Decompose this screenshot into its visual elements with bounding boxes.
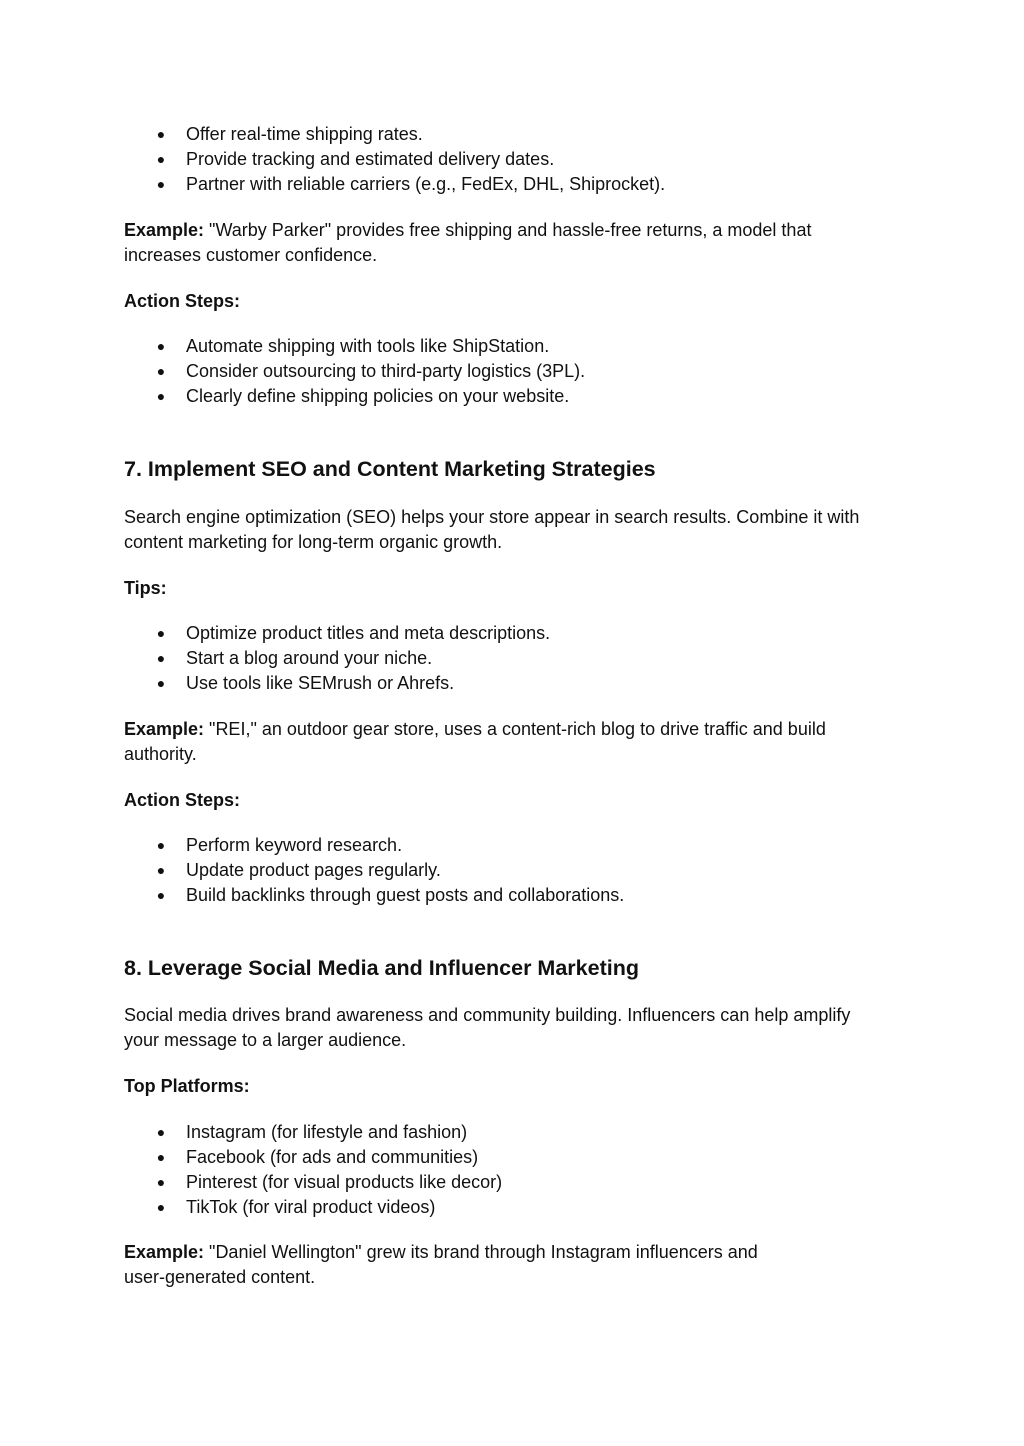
bullet-icon: ● — [156, 363, 166, 379]
list-item — [124, 334, 914, 359]
list-item — [124, 1170, 914, 1195]
list-item-text: TikTok (for viral product videos) — [186, 1197, 436, 1217]
list-item — [124, 147, 914, 172]
list-item-text: Clearly define shipping policies on your website. — [186, 386, 570, 406]
seo-tips-label: Tips: — [124, 578, 167, 598]
example-text-line2: user-generated content. — [124, 1267, 316, 1287]
list-item — [124, 671, 914, 696]
list-item — [124, 1145, 914, 1170]
shipping-bullet-list — [124, 122, 914, 197]
bullet-icon: ● — [156, 338, 166, 354]
bullet-icon: ● — [156, 650, 166, 666]
list-item-text: Consider outsourcing to third-party logistics (3PL). — [186, 361, 586, 381]
list-item — [124, 172, 914, 197]
example-text-line1: "Daniel Wellington" grew its brand through Instagram influencers and — [204, 1242, 758, 1262]
bullet-icon: ● — [156, 151, 166, 167]
example-text-line1: "Warby Parker" provides free shipping and hassle-free returns, a model that — [204, 220, 812, 240]
shipping-action-steps-label: Action Steps: — [124, 291, 241, 311]
social-intro-line2: your message to a larger audience. — [124, 1030, 407, 1050]
bullet-icon: ● — [156, 675, 166, 691]
bullet-icon: ● — [156, 176, 166, 192]
list-item — [124, 359, 914, 384]
social-example-paragraph — [124, 1240, 914, 1290]
list-item-text: Offer real-time shipping rates. — [186, 124, 423, 144]
shipping-action-list — [124, 334, 914, 409]
list-item-text: Perform keyword research. — [186, 835, 403, 855]
list-item-text: Facebook (for ads and communities) — [186, 1147, 479, 1167]
example-text-line1: "REI," an outdoor gear store, uses a content-rich blog to drive traffic and build — [204, 719, 826, 739]
bullet-icon: ● — [156, 862, 166, 878]
bullet-icon: ● — [156, 1149, 166, 1165]
bullet-icon: ● — [156, 1199, 166, 1215]
list-item — [124, 858, 914, 883]
section-heading-seo: 7. Implement SEO and Content Marketing Strategies — [124, 457, 656, 481]
list-item-text: Instagram (for lifestyle and fashion) — [186, 1122, 468, 1142]
bullet-icon: ● — [156, 887, 166, 903]
list-item — [124, 1195, 914, 1220]
list-item-text: Build backlinks through guest posts and collaborations. — [186, 885, 625, 905]
seo-intro-line2: content marketing for long-term organic growth. — [124, 532, 503, 552]
bullet-icon: ● — [156, 126, 166, 142]
list-item-text: Automate shipping with tools like ShipStation. — [186, 336, 550, 356]
list-item — [124, 122, 914, 147]
social-platforms-list — [124, 1120, 914, 1220]
list-item — [124, 1120, 914, 1145]
list-item-text: Use tools like SEMrush or Ahrefs. — [186, 673, 455, 693]
seo-example-paragraph — [124, 717, 914, 767]
list-item-text: Provide tracking and estimated delivery dates. — [186, 149, 555, 169]
example-label: Example: — [124, 719, 205, 739]
list-item — [124, 621, 914, 646]
shipping-example-paragraph — [124, 218, 914, 268]
bullet-icon: ● — [156, 388, 166, 404]
bullet-icon: ● — [156, 625, 166, 641]
list-item — [124, 384, 914, 409]
bullet-icon: ● — [156, 1174, 166, 1190]
section-heading-social: 8. Leverage Social Media and Influencer Marketing — [124, 956, 639, 980]
seo-intro-line1: Search engine optimization (SEO) helps your store appear in search results. Combine it with — [124, 507, 860, 527]
list-item — [124, 833, 914, 858]
list-item-text: Pinterest (for visual products like decor) — [186, 1172, 503, 1192]
seo-action-list — [124, 833, 914, 908]
seo-action-steps-label: Action Steps: — [124, 790, 241, 810]
social-platforms-label: Top Platforms: — [124, 1076, 250, 1096]
social-intro-paragraph — [124, 1003, 914, 1053]
example-label: Example: — [124, 1242, 205, 1262]
example-label: Example: — [124, 220, 205, 240]
bullet-icon: ● — [156, 1124, 166, 1140]
list-item-text: Start a blog around your niche. — [186, 648, 433, 668]
bullet-icon: ● — [156, 837, 166, 853]
list-item — [124, 646, 914, 671]
list-item-text: Update product pages regularly. — [186, 860, 441, 880]
seo-tips-list — [124, 621, 914, 696]
social-intro-line1: Social media drives brand awareness and community building. Influencers can help amplify — [124, 1005, 851, 1025]
seo-intro-paragraph — [124, 505, 914, 555]
list-item-text: Partner with reliable carriers (e.g., FedEx, DHL, Shiprocket). — [186, 174, 666, 194]
example-text-line2: authority. — [124, 744, 197, 764]
example-text-line2: increases customer confidence. — [124, 245, 378, 265]
list-item — [124, 883, 914, 908]
list-item-text: Optimize product titles and meta descriptions. — [186, 623, 551, 643]
